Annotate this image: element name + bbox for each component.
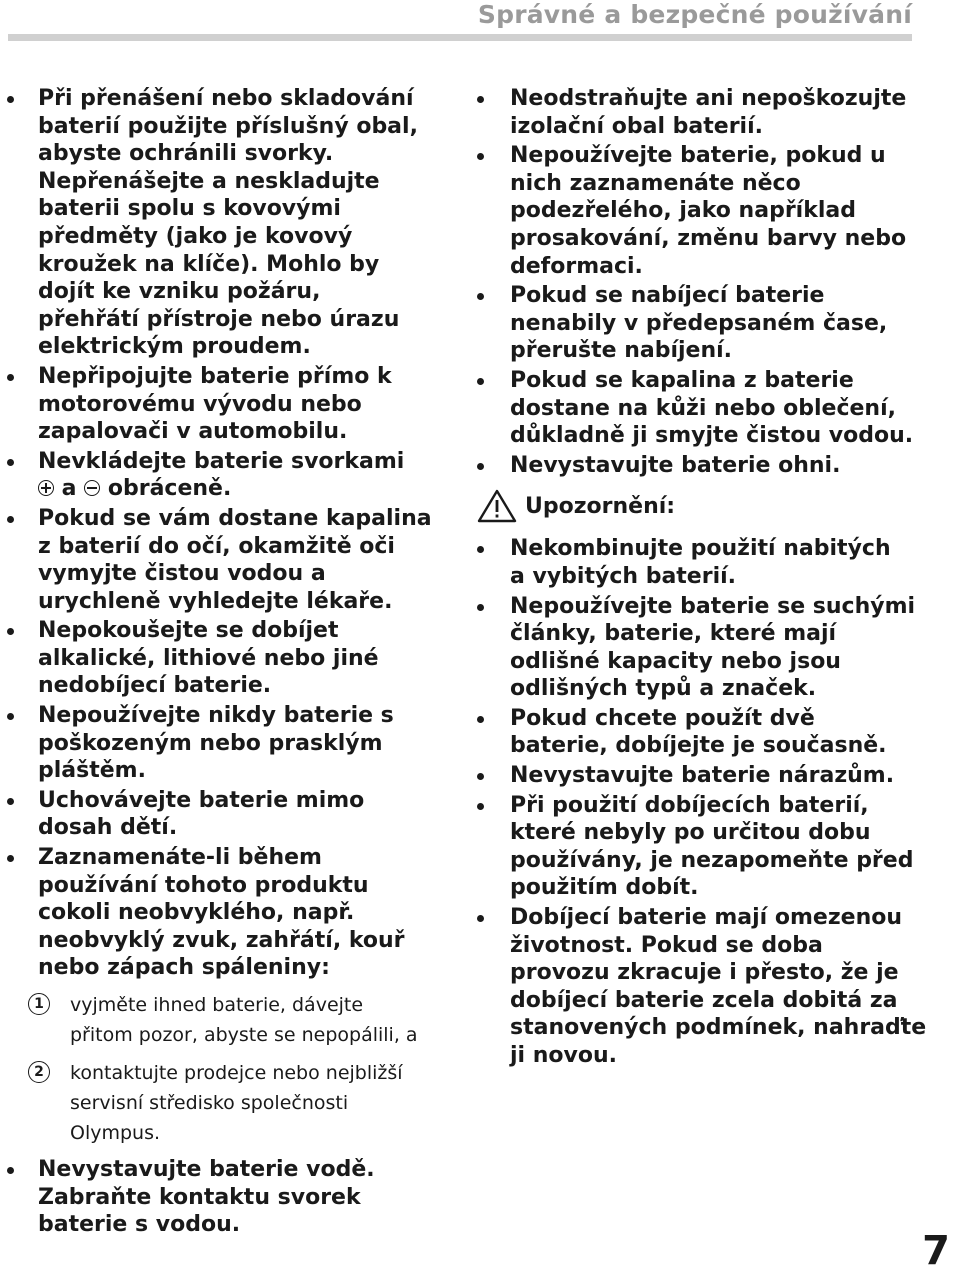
step-number-1: 1: [28, 993, 50, 1015]
list-item: Nepoužívejte baterie, pokud u nich zaznamenáte něco podezřelého, jako například prosakování, změnu barvy nebo deformaci.: [472, 142, 910, 280]
bullet-icon: [7, 459, 14, 466]
bullet-icon: [477, 293, 484, 300]
caution-label: Upozornění:: [525, 493, 676, 519]
bullet-icon: [477, 153, 484, 160]
list-item: Při použití dobíjecích baterií, které nebyly po určitou dobu používány, je nezapomeňte před použitím dobít.: [472, 792, 920, 902]
right-column: [472, 85, 942, 1072]
step-2: 2 kontaktujte prodejce nebo nejbližší servisní středisko společnosti Olympus.: [0, 1058, 420, 1148]
step-1: 1 vyjměte ihned baterie, dávejte přitom pozor, abyste se nepopálili, a: [0, 990, 430, 1050]
left-column: [0, 85, 462, 1241]
bullet-icon: [7, 855, 14, 862]
list-item: Nepřipojujte baterie přímo k motorovému vývodu nebo zapalovači v automobilu.: [0, 363, 418, 446]
list-item: Nevystavujte baterie ohni.: [472, 452, 930, 480]
list-item: Pokud chcete použít dvě baterie, dobíjejte je současně.: [472, 705, 920, 760]
list-item: Nevystavujte baterie nárazům.: [472, 762, 930, 790]
page-header-title: Správné a bezpečné používání: [477, 0, 912, 29]
list-item: Nepoužívejte nikdy baterie s poškozeným nebo prasklým pláštěm.: [0, 702, 418, 785]
list-item: Dobíjecí baterie mají omezenou životnost. Pokud se doba provozu zkracuje i přesto, že je dobíjecí baterie zcela dobitá za stanovených podmínek, nahraďte ji novou.: [472, 904, 930, 1070]
bullet-icon: [7, 713, 14, 720]
bullet-icon: [477, 915, 484, 922]
bullet-icon: [477, 463, 484, 470]
list-item-polarity: Nevkládejte baterie svorkami a obráceně.: [0, 448, 418, 503]
list-item: Nekombinujte použití nabitých a vybitých baterií.: [472, 535, 910, 590]
bullet-icon: [477, 803, 484, 810]
page-number: 7: [922, 1228, 950, 1274]
minus-terminal-icon: [84, 480, 100, 496]
bullet-icon: [7, 374, 14, 381]
list-item: Nepoužívejte baterie se suchými články, baterie, které mají odlišné kapacity nebo jsou odlišných typů a značek.: [472, 593, 930, 703]
bullet-icon: [477, 96, 484, 103]
bullet-icon: [7, 516, 14, 523]
bullet-icon: [7, 96, 14, 103]
list-item: Uchovávejte baterie mimo dosah dětí.: [0, 787, 368, 842]
list-item: Pokud se nabíjecí baterie nenabily v předepsaném čase, přerušte nabíjení.: [472, 282, 910, 365]
list-item: Při přenášení nebo skladování baterií použijte příslušný obal, abyste ochránili svorky. Nepřenášejte a neskladujte baterii spolu s kovovými předměty (jako je kovový kroužek na klíče). Mohlo by dojít ke vzniku požáru, přehřátí přístroje nebo úrazu elektrickým proudem.: [0, 85, 418, 361]
list-item: Nepokoušejte se dobíjet alkalické, lithiové nebo jiné nedobíjecí baterie.: [0, 617, 418, 700]
bullet-icon: [477, 716, 484, 723]
plus-terminal-icon: [38, 480, 54, 496]
list-item: Nevystavujte baterie vodě. Zabraňte kontaktu svorek baterie s vodou.: [0, 1156, 448, 1239]
step-number-2: 2: [28, 1061, 50, 1083]
bullet-icon: [477, 773, 484, 780]
numbered-steps: [0, 990, 462, 1148]
list-item: Neodstraňujte ani nepoškozujte izolační obal baterií.: [472, 85, 910, 140]
header-rule: [8, 34, 912, 41]
bullet-icon: [7, 798, 14, 805]
bullet-icon: [477, 378, 484, 385]
bullet-icon: [7, 628, 14, 635]
caution-heading: [477, 489, 942, 523]
list-item: Zaznamenáte-li během používání tohoto produktu cokoli neobvyklého, např. neobvyklý zvuk, zahřátí, kouř nebo zápach spáleniny:: [0, 844, 448, 982]
list-item: Pokud se kapalina z baterie dostane na kůži nebo oblečení, důkladně ji smyjte čistou vodou.: [472, 367, 930, 450]
bullet-icon: [477, 604, 484, 611]
bullet-icon: [7, 1167, 14, 1174]
warning-triangle-icon: [477, 489, 517, 523]
list-item: Pokud se vám dostane kapalina z baterií do očí, okamžitě oči vymyjte čistou vodou a urychleně vyhledejte lékaře.: [0, 505, 448, 615]
bullet-icon: [477, 546, 484, 553]
